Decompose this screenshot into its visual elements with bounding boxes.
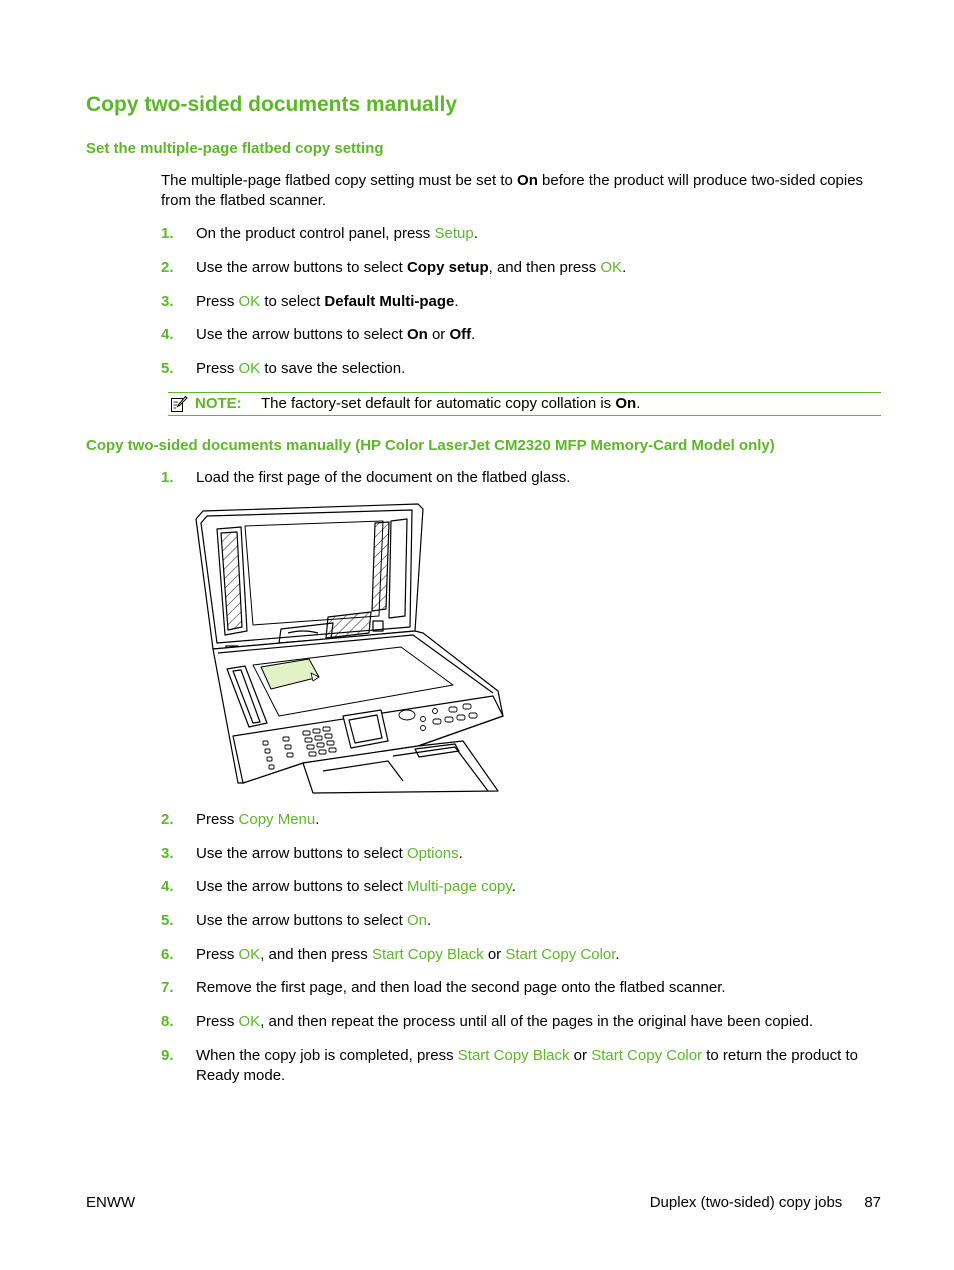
- page-number: 87: [864, 1194, 881, 1211]
- note-box: [168, 392, 881, 416]
- section-heading-copy-two-sided: Copy two-sided documents manually (HP Color LaserJet CM2320 MFP Memory-Card Model only): [86, 437, 775, 454]
- intro-paragraph: The multiple-page flatbed copy setting must be set to On before the product will produce two-sided copies from the flatbed scanner.: [161, 172, 864, 209]
- flatbed-scanner-illustration: [193, 501, 513, 795]
- note-pencil-icon: [170, 395, 188, 419]
- page-title: Copy two-sided documents manually: [86, 93, 458, 116]
- footer-section-title: Duplex (two-sided) copy jobs: [649, 1194, 843, 1211]
- section-heading-multipage-setting: Set the multiple-page flatbed copy setting: [86, 140, 384, 157]
- footer-left: ENWW: [86, 1194, 136, 1211]
- note-label: NOTE:: [195, 395, 242, 412]
- note-text: The factory-set default for automatic copy collation is On.: [261, 395, 641, 412]
- footer-right: [650, 1194, 881, 1211]
